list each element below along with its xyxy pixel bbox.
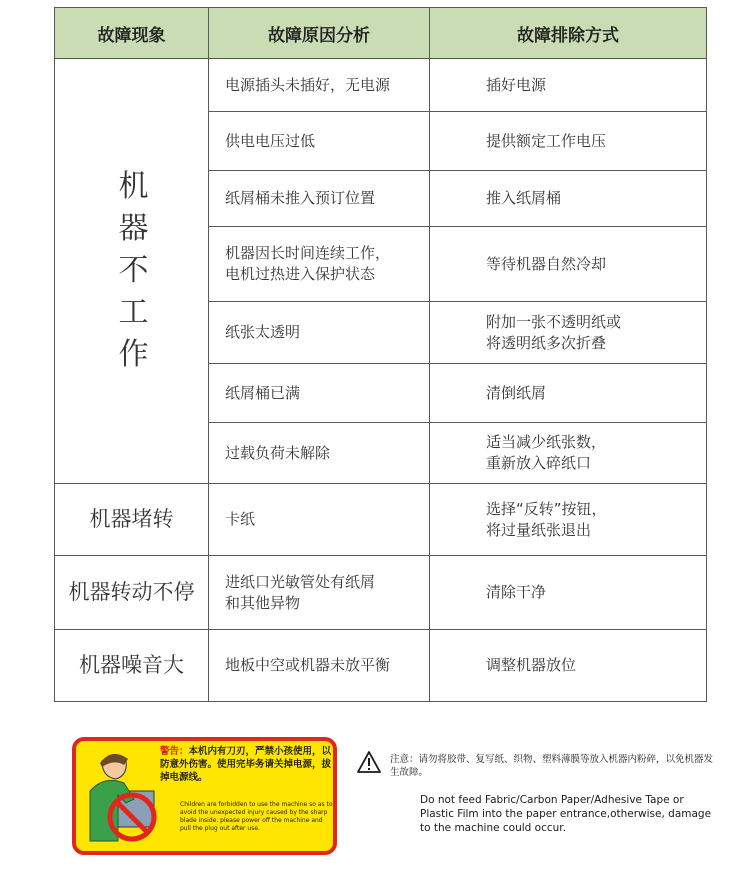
- fix-cell: 提供额定工作电压: [430, 112, 707, 171]
- warning-label: 警告：: [160, 746, 189, 757]
- symptom-cell: [55, 59, 209, 484]
- table-row: [55, 556, 707, 630]
- fix-cell: 插好电源: [430, 59, 707, 112]
- cause-cell: 纸张太透明: [209, 302, 430, 364]
- cause-cell: 过载负荷未解除: [209, 423, 430, 484]
- table-row: [55, 59, 707, 112]
- cause-cell: 纸屑桶未推入预订位置: [209, 171, 430, 227]
- header-fix: 故障排除方式: [430, 8, 707, 59]
- fix-cell: 清除干净: [430, 556, 707, 630]
- fix-cell: 选择“反转”按钮， 将过量纸张退出: [430, 484, 707, 556]
- fix-cell: 调整机器放位: [430, 630, 707, 702]
- cause-cell: 地板中空或机器未放平衡: [209, 630, 430, 702]
- child-prohibited-icon: [82, 747, 160, 849]
- symptom-cell: 机器堵转: [55, 484, 209, 556]
- cause-cell: 卡纸: [209, 484, 430, 556]
- header-cause: 故障原因分析: [209, 8, 430, 59]
- warning-sticker: [72, 737, 337, 855]
- fix-cell: 等待机器自然冷却: [430, 227, 707, 302]
- cause-cell: 纸屑桶已满: [209, 364, 430, 423]
- table-header-row: [55, 8, 707, 59]
- fix-cell: 清倒纸屑: [430, 364, 707, 423]
- symptom-cell: 机器转动不停: [55, 556, 209, 630]
- cause-cell: 电源插头未插好，无电源: [209, 59, 430, 112]
- notice-label: 注意：: [390, 754, 419, 765]
- notice-en-text: Do not feed Fabric/Carbon Paper/Adhesive Tape or Plastic Film into the paper entrance,otherwise, damage to the machine could occur.: [420, 794, 712, 834]
- symptom-text: 机器不工作: [118, 169, 149, 372]
- notice-cn-text: 请勿将胶带、复写纸、织物、塑料薄膜等放入机器内粉碎，以免机器发生故障。: [390, 754, 714, 778]
- fix-cell: 推入纸屑桶: [430, 171, 707, 227]
- cause-cell: 供电电压过低: [209, 112, 430, 171]
- cause-cell: 进纸口光敏管处有纸屑 和其他异物: [209, 556, 430, 630]
- header-symptom: 故障现象: [55, 8, 209, 59]
- fix-cell: 适当减少纸张数， 重新放入碎纸口: [430, 423, 707, 484]
- warning-cn-text: 本机内有刀刃，严禁小孩使用，以防意外伤害。使用完毕务请关掉电源，拔掉电源线。: [160, 746, 332, 783]
- table-row: [55, 630, 707, 702]
- warning-en-text: Children are forbidden to use the machine so as to avoid the unexpected injury caused by the sharp blade inside. please power off the machine and pull the plug out after use.: [180, 801, 333, 832]
- cause-cell: 机器因长时间连续工作， 电机过热进入保护状态: [209, 227, 430, 302]
- table-row: [55, 484, 707, 556]
- symptom-cell: 机器噪音大: [55, 630, 209, 702]
- troubleshooting-table: [54, 7, 706, 702]
- fix-cell: 附加一张不透明纸或 将透明纸多次折叠: [430, 302, 707, 364]
- warning-triangle-icon: [356, 750, 382, 774]
